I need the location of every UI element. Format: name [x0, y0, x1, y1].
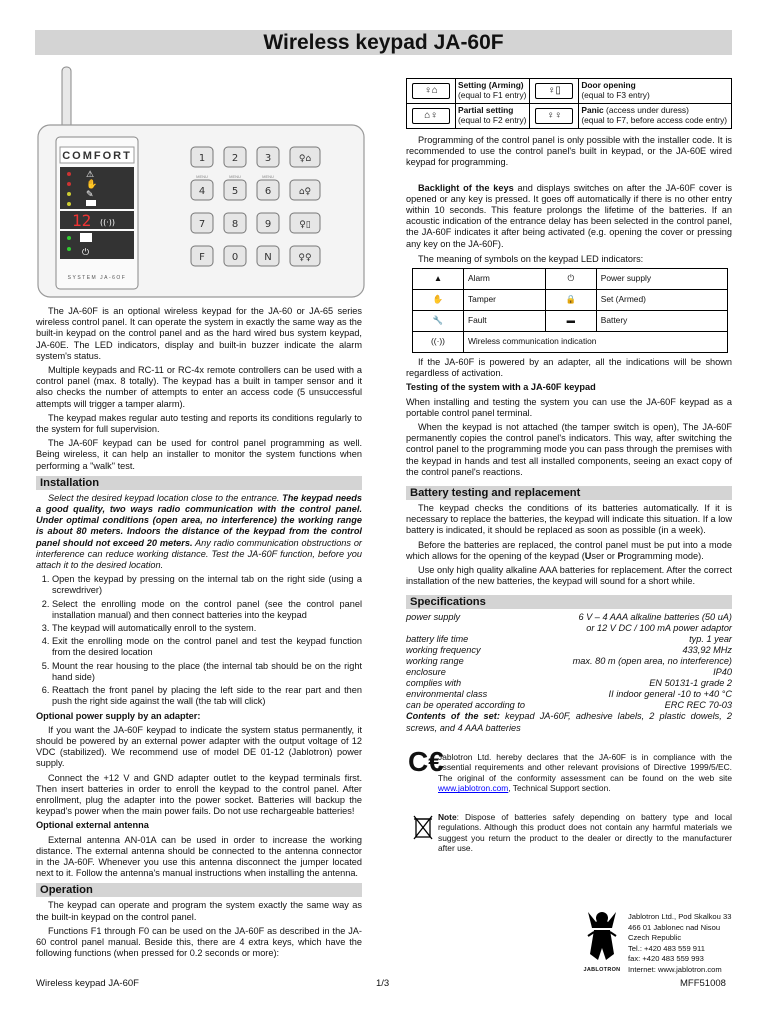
key-label: 2: [231, 153, 239, 164]
key-label: 6: [264, 186, 272, 197]
spec-table: [406, 612, 732, 711]
address-line: Tel.: +420 483 559 911: [628, 943, 705, 953]
list-item: 3. The keypad will automatically enroll to the system.: [52, 623, 362, 634]
footer-code: MFF51008: [680, 978, 726, 989]
key-sublabel: MENU: [229, 174, 241, 179]
ce-paragraph: Jablotron Ltd. hereby declares that the JA-60F is in compliance with the essential requirements and other relevant provisions of Directive 1999/5/EC. The original of the conformity assessment can be found on the web site www.jablotron.com, Technical Support section.: [438, 751, 732, 794]
armed-icon: 🔒: [545, 290, 596, 311]
display-text: 12: [72, 211, 92, 230]
adapter-note: If the JA-60F is powered by an adapter, all the indications will be shown regardless of activation.: [406, 357, 732, 379]
note-block: [406, 812, 732, 872]
brand-text: COMFORT: [62, 150, 132, 162]
ce-block: [406, 745, 732, 812]
list-item: 4. Exit the enrolling mode on the control panel and test the keypad function from the desired location: [52, 636, 362, 658]
operation-heading: Operation: [36, 883, 362, 897]
list-item: 1. Open the keypad by pressing on the internal tab on the right side (using a screwdriver): [52, 574, 362, 596]
table-row: enclosure IP40: [406, 667, 732, 678]
system-text: SYSTEM JA-6OF: [67, 275, 127, 281]
logo-text: JABLOTRON: [583, 967, 621, 973]
page-title: Wireless keypad JA-60F: [263, 31, 504, 54]
power-icon: ⏻: [545, 269, 596, 290]
svg-text:✎: ✎: [86, 190, 94, 200]
table-row: working range max. 80 m (open area, no interference): [406, 656, 732, 667]
keypad-drawing: [36, 65, 366, 300]
note-paragraph: Note: Dispose of batteries safely depending on battery type and local regulations. Although this product does not contain any harmful materials we suggest you return the product to the dealer or directly to the manufacturer after use.: [438, 811, 732, 854]
footer-page: 1/3: [376, 978, 390, 989]
backlight-paragraph: Backlight of the keys and displays switches on after the JA-60F cover is opened or any key is pressed. It goes off automatically if there is no other entry within 10 seconds. This feature prolongs the lifetime of the batteries. If an acoustic indication of the entrance delay has been selected in the control panel, the JA-60F indicates it after being activated (e.g. opening the cover or pressing any key on the JA-60F).: [406, 182, 732, 249]
installation-steps: [36, 574, 362, 707]
intro-paragraph: Multiple keypads and RC-11 or RC-4x remote controllers can be used with a control panel (max. 8 totally). The keypad has a built in tamper sensor and it also checks the number of attempts to enter an access code (5 unsuccessful attempts will trigger a tamper alarm).: [36, 365, 362, 409]
intro-paragraph: The keypad makes regular auto testing and reports its conditions regularly to the system for full supervision.: [36, 412, 362, 435]
table-row: environmental class II indoor general -10 to +40 °C: [406, 689, 732, 700]
key-label: 0: [231, 252, 239, 263]
table-row: power supply 6 V – 4 AAA alkaline batteries (50 uA): [406, 612, 732, 623]
door-icon: ♀▯: [530, 79, 579, 104]
table-row: complies with EN 50131-1 grade 2: [406, 678, 732, 689]
table-row: battery life time typ. 1 year: [406, 634, 732, 645]
table-row: working frequency 433,92 MHz: [406, 645, 732, 656]
jester-logo-icon: [582, 908, 622, 962]
key-label: F: [199, 252, 205, 263]
operation-paragraph: The keypad can operate and program the system exactly the same way as the built-in keypad on the control panel.: [36, 900, 362, 922]
spec-heading: Specifications: [406, 595, 732, 609]
ext-antenna-heading: Optional external antenna: [36, 820, 149, 831]
tamper-icon: ✋: [413, 290, 464, 311]
intro-paragraph: The JA-60F keypad can be used for control panel programming as well. Being wireless, it can help an installer to monitor the system functions when performing a "walk" test.: [36, 438, 362, 471]
key-icon: ♀⌂: [298, 154, 312, 164]
battery-paragraph: Before the batteries are replaced, the control panel must be put into a mode which allows for the opening of the keypad (User or Programming mode).: [406, 539, 732, 561]
key-icon: ♀▯: [299, 220, 311, 230]
testing-heading: Testing of the system with a JA-60F keypad: [406, 382, 596, 393]
installation-intro: Select the desired keypad location close to the entrance. The keypad needs a good quality, two ways radio communication with the control panel. Under optimal conditions (open area, no interference) the working range is about 80 meters. Indoors the distance of the keypad from the control panel should not exceed 20 meters. Any radio communication obstructions or interference can reduce working distance. Test the JA-60F function, before you attach it to the desired location.: [36, 492, 362, 571]
key-label: 8: [231, 219, 239, 230]
extra-keys-table: ♀⌂ Setting (Arming) (equal to F1 entry) ♀▯ Door opening (equal to F3 entry) ⌂♀ Partial setting (equal to F2 entry) ♀♀ Panic (access under duress) (equal to F7, before access code entry): [406, 78, 732, 129]
contents-paragraph: Contents of the set: keypad JA-60F, adhesive labels, 2 plastic dowels, 2 screws, and 4 AAA batteries: [406, 711, 732, 733]
intro-paragraph: The JA-60F is an optional wireless keypad for the JA-60 or JA-65 series wireless control panel. It can operate the system in exactly the same way as the built-in keypad on the control panel and as the hard wired bus system keypad, JA-60E. The LED indicators, display and built-in buzzer indicate the alarm system's status.: [36, 306, 362, 361]
key-sublabel: MENU: [196, 174, 208, 179]
title-bar: [35, 30, 732, 55]
operation-paragraph: Functions F1 through F0 can be used on the JA-60F as described in the JA-60 control panel manual. Beside this, there are 4 extra keys, which have the following functions (when pressed for 0.2 seconds or more):: [36, 925, 362, 959]
opt-power-heading: Optional power supply by an adapter:: [36, 710, 201, 721]
fault-icon: 🔧: [413, 311, 464, 332]
programming-paragraph: Programming of the control panel is only possible with the installer code. It is recommended to use the control panel's built in keypad, or the JA-60E wired keypad for programming.: [406, 135, 732, 168]
battery-paragraph: The keypad checks the conditions of its batteries automatically. If it is necessary to replace the batteries, the keypad will indicate this situation. If a low battery is indicated, it should be replaced as soon as possible (in a week).: [406, 503, 732, 536]
alarm-icon: ▲: [413, 269, 464, 290]
left-column: [36, 306, 362, 962]
keypad-illustration: [36, 65, 366, 300]
key-label: 7: [198, 219, 206, 230]
battery-paragraph: Use only high quality alkaline AAA batteries for replacement. After the correct installation of the new batteries, the keypad will sound for a short while.: [406, 565, 732, 587]
symbols-intro: The meaning of symbols on the keypad LED indicators:: [418, 253, 644, 264]
arming-icon: ♀⌂: [407, 79, 456, 104]
bin-icon: [412, 814, 434, 840]
table-row: or 12 V DC / 100 mA power adaptor: [586, 623, 732, 634]
opt-power-paragraph: If you want the JA-60F keypad to indicate the system status permanently, it should be powered by an external power adapter with the output voltage of 12 VDC (stabilized). We recommend use of model DE 01-12 (Jablotron) power supply.: [36, 724, 362, 769]
testing-paragraph: When installing and testing the system you can use the JA-60F keypad as a portable control panel terminal.: [406, 396, 732, 418]
address-line: 466 01 Jablonec nad Nisou: [628, 922, 721, 932]
key-label: 3: [264, 153, 272, 164]
key-label: 9: [264, 219, 272, 230]
jablotron-logo: [582, 908, 622, 973]
partial-icon: ⌂♀: [407, 104, 456, 129]
list-item: 2. Select the enrolling mode on the control panel (see the control panel installation manual) and then connect batteries into the keypad: [52, 599, 362, 621]
list-item: 6. Reattach the front panel by placing the left side to the rear part and then push the right side against the wall (the tab will click): [52, 685, 362, 707]
jablotron-link[interactable]: www.jablotron.com: [438, 783, 509, 794]
battery-heading: Battery testing and replacement: [406, 486, 732, 500]
symbols-table: ▲ Alarm ⏻ Power supply ✋ Tamper 🔒 Set (Armed) 🔧 Fault ▬ Battery ((·)) Wireless communication indication: [412, 268, 728, 353]
ext-antenna-paragraph: External antenna AN-01A can be used in order to increase the working distance. The external antenna should be connected to the antenna connector in the JA-60F. Whenever you use this antenna disconnect the jumper located next to it. Follow the antenna's manual instructions when installing the antenna.: [36, 834, 362, 879]
list-item: 5. Mount the rear housing to the place (the internal tab should be on the right hand side): [52, 661, 362, 683]
installation-heading: Installation: [36, 476, 362, 490]
key-icon: ♀♀: [298, 253, 312, 263]
panic-icon: ♀♀: [530, 104, 579, 129]
svg-text:✋: ✋: [86, 180, 98, 190]
svg-text:((·)): ((·)): [100, 218, 116, 227]
testing-paragraph: When the keypad is not attached (the tamper switch is open), The JA-60F permanently copies the control panel's indicators. This way, after switching the control panel to the programming mode you can pass through the premises with the keypad in hands and test all installed components, seeing an exact copy of the control panel's reactions.: [406, 422, 732, 477]
address-line: fax: +420 483 559 993: [628, 954, 704, 963]
address-line: Czech Republic: [628, 933, 682, 942]
svg-text:⚠: ⚠: [86, 170, 95, 180]
footer-left: Wireless keypad JA-60F: [36, 978, 139, 989]
key-icon: ⌂♀: [298, 187, 312, 197]
opt-power-paragraph: Connect the +12 V and GND adapter outlet to the keypad terminals first. Then insert batteries in order to enroll the keypad to the control panel. After enrollment, plug the adapter into the power socket. Batteries will backup the keypad's power when the main power fails. Do not use rechargeable batteries!: [36, 772, 362, 817]
key-label: 5: [231, 186, 239, 197]
battery-icon: ▬: [545, 311, 596, 332]
company-address: [628, 912, 731, 975]
address-line: Jablotron Ltd., Pod Skalkou 33: [628, 912, 732, 921]
ce-mark-icon: C€: [408, 745, 444, 777]
key-label: 4: [198, 186, 206, 197]
right-column: [406, 78, 732, 872]
key-label: 1: [198, 153, 206, 164]
svg-text:⏻: ⏻: [82, 248, 90, 258]
wireless-icon: ((·)): [413, 332, 464, 353]
address-line: Internet: www.jablotron.com: [628, 964, 722, 974]
key-label: N: [264, 252, 272, 263]
key-sublabel: MENU: [262, 174, 274, 179]
table-row: can be operated according to ERC REC 70-03: [406, 700, 732, 711]
